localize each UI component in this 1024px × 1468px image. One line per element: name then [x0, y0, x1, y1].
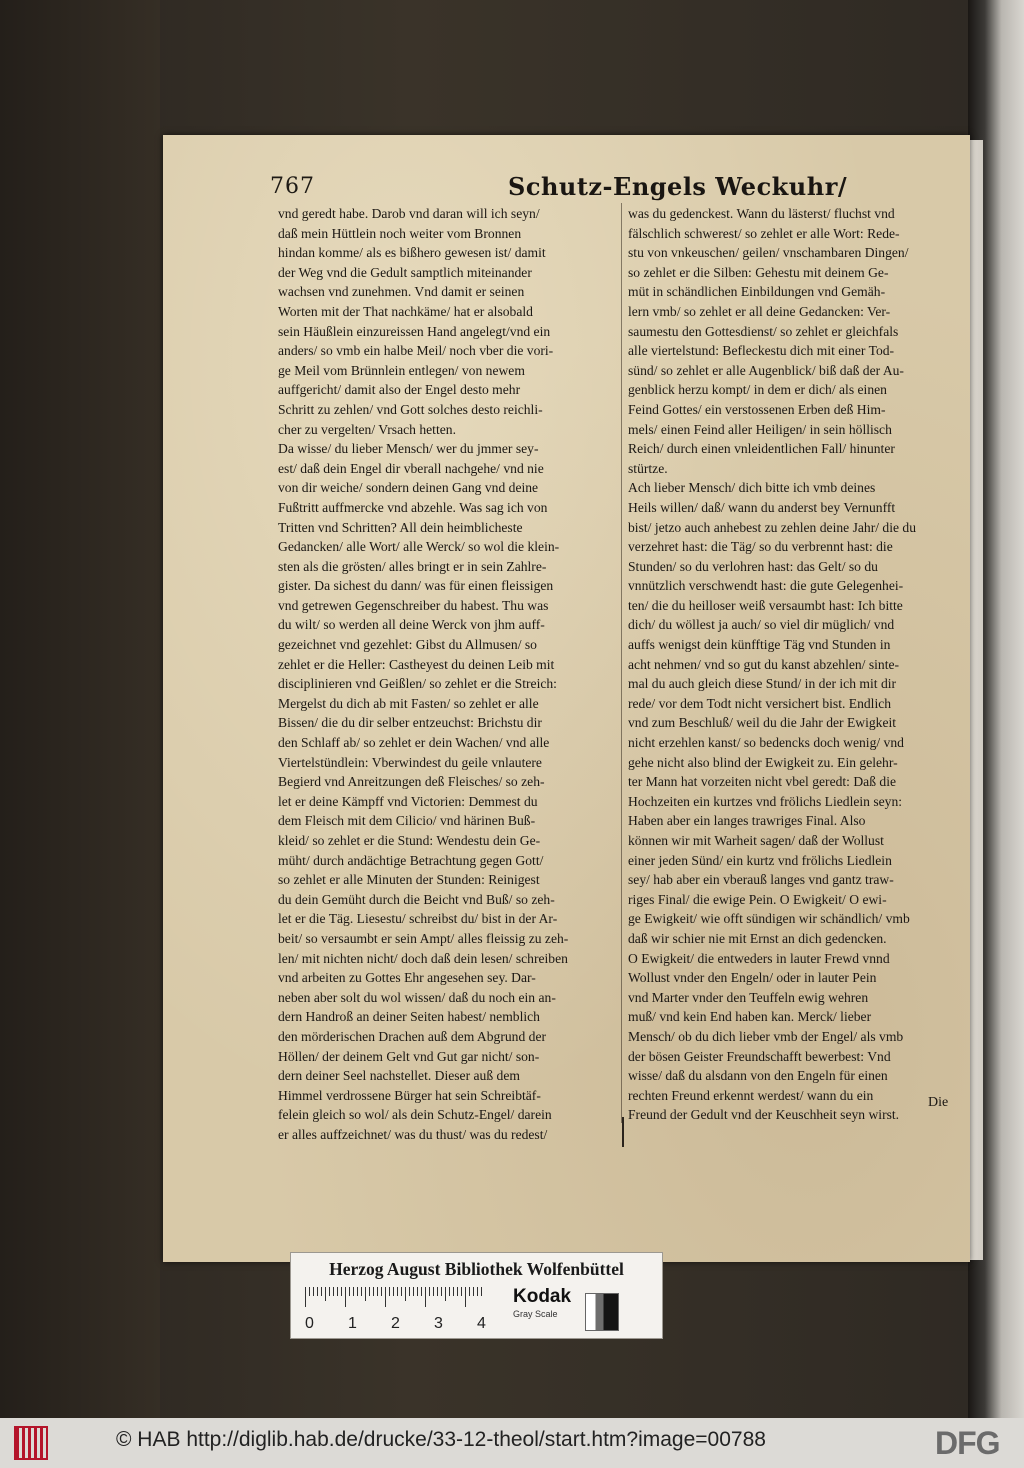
text-line: ter Mann hat vorzeiten nicht vbel geredt: Daß die: [628, 774, 896, 790]
text-line: daß wir schier nie mit Ernst an dich gedencken.: [628, 930, 887, 946]
text-line: dern deiner Seel nachstellet. Dieser auß dem: [278, 1068, 520, 1084]
text-line: fälschlich schwerest/ so zehlet er alle Wort: Rede-: [628, 225, 900, 241]
text-line: Himmel verdrossene Bürger hat sein Schreibtäf-: [278, 1087, 541, 1103]
ruler-tick: [465, 1287, 466, 1307]
text-line: neben aber solt du wol wissen/ daß du noch ein an-: [278, 989, 556, 1005]
text-line: so zehlet er die Silben: Gehestu mit deinem Ge-: [628, 264, 889, 280]
text-line: Schritt zu zehlen/ vnd Gott solches desto reichli-: [278, 401, 543, 417]
ruler-tick: [381, 1287, 382, 1296]
ruler-tick: [429, 1287, 430, 1296]
ruler-tick: [393, 1287, 394, 1296]
ruler-tick: [337, 1287, 338, 1296]
ruler-tick: [449, 1287, 450, 1296]
text-line: vnd getrewen Gegenschreiber du habest. Thu was: [278, 597, 549, 613]
ruler-tick: [433, 1287, 434, 1296]
text-line: Freund der Gedult vnd der Keuschheit seyn wirst.: [628, 1107, 900, 1123]
footer-bar: [0, 1418, 1024, 1468]
text-line: mels/ einen Feind aller Heiligen/ in sein höllisch: [628, 421, 892, 437]
text-line: len/ mit nichten nicht/ doch daß dein lesen/ schreiben: [278, 950, 568, 966]
text-line: daß mein Hüttlein noch weiter vom Bronnen: [278, 225, 522, 241]
text-line: felein gleich so wol/ als dein Schutz-Engel/ darein: [278, 1107, 552, 1123]
text-line: Fußtritt auffmercke vnd abzehle. Was sag ich von: [278, 499, 548, 515]
hab-logo-icon[interactable]: [14, 1426, 48, 1460]
text-line: riges Final/ die ewige Pein. O Ewigkeit/ O ewi-: [628, 891, 887, 907]
ruler-tick: [349, 1287, 350, 1296]
text-line: wisse/ daß du alsdann von den Engeln für einen: [628, 1068, 888, 1084]
ruler-tick: [385, 1287, 386, 1307]
library-label-title: Herzog August Bibliothek Wolfenbüttel: [329, 1259, 624, 1279]
text-line: so zehlet er alle Minuten der Stunden: Reinigest: [278, 872, 540, 888]
text-line: est/ daß dein Engel dir vberall nachgehe/ vnd nie: [278, 460, 544, 476]
text-line: let er deine Kämpff vnd Victorien: Demmest du: [278, 793, 538, 809]
text-line: müt in schändlichen Einbildungen vnd Gemäh-: [628, 284, 886, 300]
text-line: er alles auffzeichnet/ was du thust/ was du redest/: [278, 1126, 548, 1142]
gray-scale-patch: [585, 1293, 619, 1331]
text-line: dem Fleisch mit dem Cilicio/ vnd härinen Buß-: [278, 813, 536, 829]
text-line: Mergelst du dich ab mit Fasten/ so zehlet er alle: [278, 695, 539, 711]
text-line: bist/ jetzo auch anhebest zu zehlen deine Jahr/ die du: [628, 519, 917, 535]
text-line: Gedancken/ alle Wort/ alle Werck/ so wol die klein-: [278, 539, 560, 555]
running-title: Schutz-Engels Weckuhr/: [508, 172, 848, 201]
text-line: Bissen/ die du dir selber entzeuchst: Brichstu dir: [278, 715, 542, 731]
ruler-number: 3: [434, 1315, 443, 1332]
text-line: sein Häußlein einzureissen Hand angelegt/vnd ein: [278, 323, 551, 339]
ruler-tick: [325, 1287, 326, 1301]
page-header: [270, 172, 960, 206]
ruler-tick: [441, 1287, 442, 1296]
text-line: zehlet er die Heller: Castheyest du deinen Leib mit: [278, 656, 555, 672]
text-line: let er die Täg. Liesestu/ schreibst du/ bist in der Ar-: [278, 911, 558, 927]
ruler-tick: [357, 1287, 358, 1296]
ruler-tick: [409, 1287, 410, 1296]
text-line: mal du auch gleich diese Stund/ in der ich mit dir: [628, 676, 897, 692]
page-number: 767: [270, 174, 315, 199]
catchword: Die: [928, 1095, 949, 1110]
text-line: sünd/ so zehlet er alle Augenblick/ biß daß der Au-: [628, 362, 904, 378]
ruler-tick: [309, 1287, 310, 1296]
text-line: Ach lieber Mensch/ dich bitte ich vmb deines: [628, 480, 876, 496]
ruler-tick: [417, 1287, 418, 1296]
text-line: beit/ so versaumbt er sein Ampt/ alles fleissig zu zeh-: [278, 930, 569, 946]
text-line: rechten Freund erkennt werdest/ wann du ein: [628, 1087, 874, 1103]
text-line: vnnützlich verschwendt hast: die gute Gelegenhei-: [628, 578, 904, 594]
ruler-tick: [469, 1287, 470, 1296]
text-line: Worten mit der That nachkäme/ hat er alsobald: [278, 303, 533, 319]
text-line: sey/ hab aber ein vberauß langes vnd gantz traw-: [628, 872, 894, 888]
column-divider: [621, 203, 622, 1123]
ruler-tick: [313, 1287, 314, 1296]
text-line: Tritten vnd Schritten? All dein heimblicheste: [278, 519, 523, 535]
ruler-tick: [345, 1287, 346, 1307]
text-line: saumestu den Gottesdienst/ so zehlet er gleichfals: [628, 323, 899, 339]
ruler-number: 1: [348, 1315, 357, 1332]
text-line: können wir mit Warheit sagen/ daß der Wollust: [628, 833, 884, 848]
text-line: gister. Da sichest du dann/ was für einen fleissigen: [278, 578, 554, 594]
text-line: vnd Marter vnder den Teuffeln ewig wehren: [628, 989, 869, 1005]
text-line: Höllen/ der deinem Gelt vnd Gut gar nicht/ son-: [278, 1048, 540, 1064]
text-line: dich/ du wöllest ja auch/ so viel dir müglich/ vnd: [628, 617, 895, 633]
text-line: der Weg vnd die Gedult samptlich miteinander: [278, 264, 532, 280]
text-line: Heils willen/ daß/ wann du anderst bey Vernunfft: [628, 499, 896, 515]
text-line: lern vmb/ so zehlet er all deine Gedancken: Ver-: [628, 303, 891, 319]
text-line: anders/ so vmb ein halbe Meil/ noch vber die vori-: [278, 343, 554, 359]
text-line: müht/ durch andächtige Betrachtung gegen Gott/: [278, 852, 544, 868]
text-line: vnd geredt habe. Darob vnd daran will ich seyn/: [278, 206, 540, 221]
text-line: Feind Gottes/ ein verstossenen Erben deß Him-: [628, 401, 886, 417]
ruler-tick: [481, 1287, 482, 1296]
ruler-tick: [445, 1287, 446, 1301]
text-line: ge Meil vom Brünnlein entlegen/ von newem: [278, 362, 525, 378]
text-line: cher zu vergelten/ Vrsach hetten.: [278, 421, 456, 437]
kodak-brand: Kodak: [513, 1286, 572, 1307]
ruler-tick: [341, 1287, 342, 1296]
ruler-tick: [369, 1287, 370, 1296]
text-line: der bösen Geister Freundschafft bewerbest: Vnd: [628, 1048, 891, 1064]
text-line: vnd arbeiten zu Gottes Ehr angesehen sey. Dar-: [278, 970, 536, 986]
dfg-logo-icon[interactable]: DFG: [935, 1425, 1000, 1461]
left-backdrop-shadow: [0, 0, 160, 1418]
ruler-tick: [405, 1287, 406, 1301]
ruler-tick: [373, 1287, 374, 1296]
ruler-tick: [453, 1287, 454, 1296]
text-line: Stunden/ so du verlohren hast: das Gelt/ so du: [628, 558, 878, 574]
text-line: Viertelstündlein: Vberwindest du geile vnlautere: [278, 754, 542, 770]
ruler-tick: [413, 1287, 414, 1296]
text-line: den mörderischen Drachen auß dem Abgrund der: [278, 1028, 547, 1044]
text-line: Da wisse/ du lieber Mensch/ wer du jmmer sey-: [278, 441, 539, 457]
text-line: acht nehmen/ vnd so gut du kanst abzehlen/ sinte-: [628, 656, 900, 672]
ruler-tick: [477, 1287, 478, 1296]
text-line: auffs wenigst dein künfftige Täg vnd Stunden in: [628, 637, 891, 653]
text-line: Reich/ durch einen vnleidentlichen Fall/ hinunter: [628, 441, 895, 457]
text-line: einer jeden Sünd/ ein kurtz vnd frölichs Liedlein: [628, 852, 892, 868]
text-line: nicht erzehlen kanst/ so bedencks doch wenig/ vnd: [628, 735, 904, 751]
text-line: alle viertelstund: Befleckestu dich mit einer Tod-: [628, 343, 895, 359]
ruler-tick: [317, 1287, 318, 1296]
text-line: ge Ewigkeit/ wie offt sündigen wir schändlich/ vmb: [628, 911, 910, 927]
text-line: du dein Gemüht durch die Beicht vnd Buß/ so zeh-: [278, 891, 555, 907]
text-line: sten als die grösten/ alles bringt er in sein Zahlre-: [278, 558, 547, 574]
text-line: dern Handroß an deiner Seiten habest/ nemblich: [278, 1009, 540, 1025]
ruler-tick: [361, 1287, 362, 1296]
copyright-link[interactable]: © HAB http://diglib.hab.de/drucke/33-12-theol/start.htm?image=00788: [116, 1428, 766, 1451]
ruler-tick: [457, 1287, 458, 1296]
text-line: muß/ vnd kein End haben kan. Merck/ lieber: [628, 1009, 872, 1025]
text-line: ten/ die du heilloser weiß versaumbt hast: Ich bitte: [628, 597, 903, 613]
text-line: verzehret hast: die Täg/ so du verbrennt hast: die: [628, 539, 893, 555]
ruler-tick: [365, 1287, 366, 1301]
text-line: was du gedenckest. Wann du lästerst/ fluchst vnd: [628, 206, 895, 221]
text-line: rede/ vor dem Todt nicht versichert bist. Endlich: [628, 695, 892, 711]
text-line: gehe nicht also blind der Ewigkeit zu. Ein gelehr-: [628, 754, 898, 770]
ruler-tick: [353, 1287, 354, 1296]
text-line: von dir weiche/ sondern deinen Gang vnd deine: [278, 480, 539, 496]
ruler-tick: [397, 1287, 398, 1296]
text-line: Wollust vnder den Engeln/ oder in lauter Pein: [628, 970, 877, 986]
text-line: genblick herzu kompt/ in dem er dich/ als einen: [628, 382, 887, 398]
text-column-right: [628, 204, 966, 1125]
text-line: Mensch/ ob du dich lieber vmb der Engel/ als vmb: [628, 1028, 904, 1044]
text-line: gezeichnet vnd gezehlet: Gibst du Allmusen/ so: [278, 637, 537, 653]
text-column-left: [278, 204, 618, 1145]
ruler-tick: [389, 1287, 390, 1296]
ruler-tick: [401, 1287, 402, 1296]
text-line: disciplinieren vnd Geißlen/ so zehlet er die Streich:: [278, 676, 557, 692]
text-line: Hochzeiten ein kurtzes vnd frölichs Liedlein seyn:: [628, 793, 903, 809]
text-line: Haben aber ein langes trawriges Final. Also: [628, 813, 866, 829]
ruler-tick: [473, 1287, 474, 1296]
ruler-tick: [305, 1287, 306, 1307]
ruler-tick: [425, 1287, 426, 1307]
gray-scale-label: Gray Scale: [513, 1309, 558, 1319]
text-line: hindan komme/ als es bißhero gewesen ist/ damit: [278, 245, 546, 261]
text-line: den Schlaff ab/ so zehlet er dein Wachen/ vnd alle: [278, 735, 550, 751]
text-line: O Ewigkeit/ die entweders in lauter Frewd vnnd: [628, 950, 890, 966]
ruler-number: 2: [391, 1315, 400, 1332]
ruler-tick: [329, 1287, 330, 1296]
page-mark: [622, 1117, 624, 1147]
library-label-card: [290, 1252, 663, 1339]
ruler-tick: [333, 1287, 334, 1296]
scale-ruler: [305, 1287, 483, 1307]
text-line: kleid/ so zehlet er die Stund: Wendestu dein Ge-: [278, 833, 541, 848]
ruler-number: 4: [477, 1315, 486, 1332]
ruler-tick: [437, 1287, 438, 1296]
ruler-tick: [421, 1287, 422, 1296]
text-line: auffgericht/ damit also der Engel desto mehr: [278, 382, 521, 398]
text-line: stu von vnkeuschen/ geilen/ vnschambaren Dingen/: [628, 245, 909, 261]
text-line: wachsen vnd zunehmen. Vnd damit er seinen: [278, 284, 525, 300]
text-line: Begierd vnd Anreitzungen deß Fleisches/ so zeh-: [278, 774, 545, 790]
ruler-tick: [377, 1287, 378, 1296]
ruler-tick: [321, 1287, 322, 1296]
text-line: vnd zum Beschluß/ weil du die Jahr der Ewigkeit: [628, 715, 897, 731]
ruler-number: 0: [305, 1315, 314, 1332]
text-line: stürtze.: [628, 460, 668, 476]
text-line: du wilt/ so werden all deine Werck von jhm auff-: [278, 617, 545, 633]
ruler-tick: [461, 1287, 462, 1296]
